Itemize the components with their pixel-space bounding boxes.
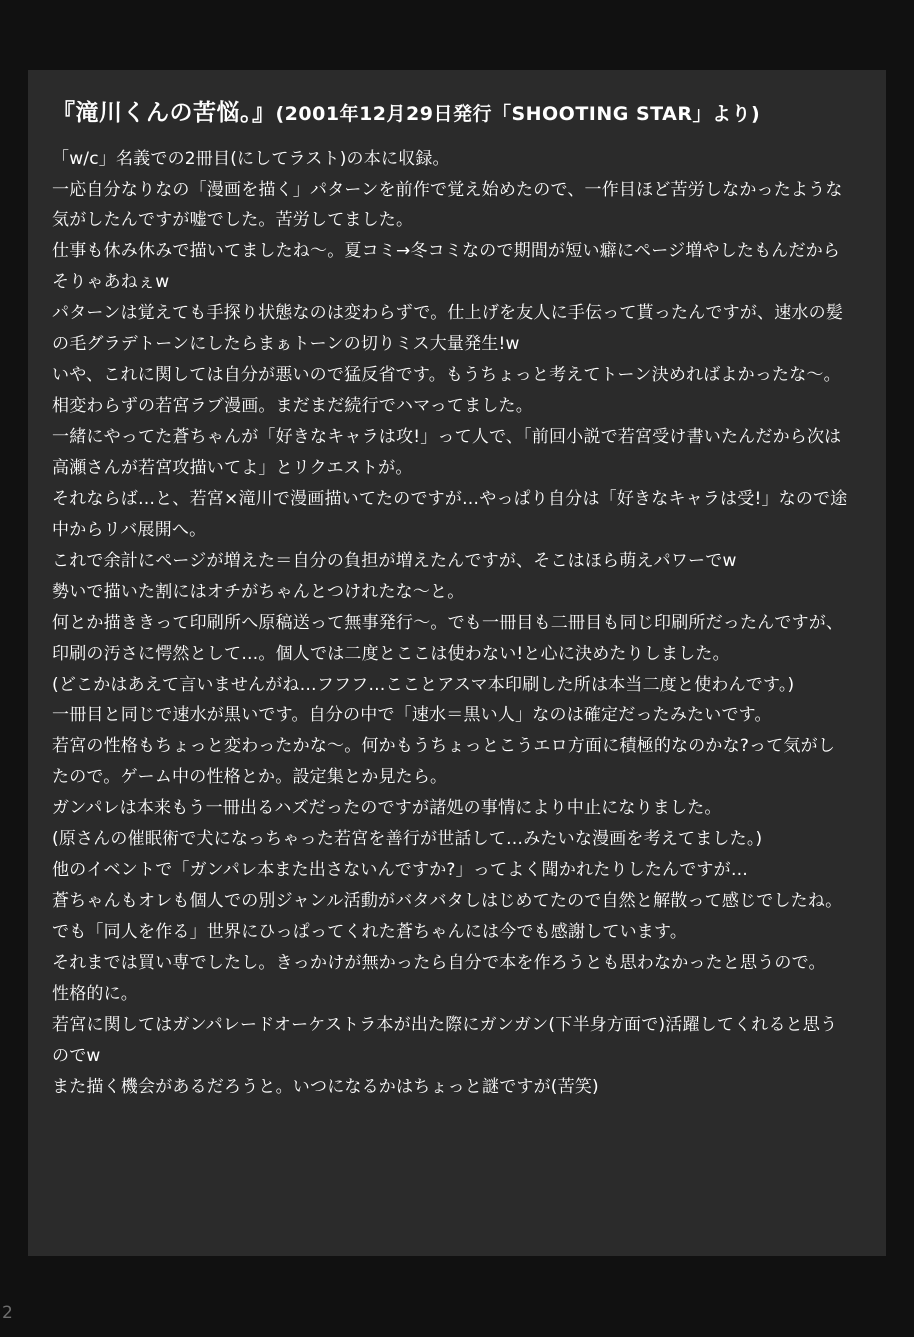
body-paragraph: 仕事も休み休みで描いてましたね～。夏コミ→冬コミなので期間が短い癖にページ増やしたもんだからそりゃあねぇw <box>52 241 841 293</box>
content-panel <box>28 70 886 1256</box>
body-paragraph: これで余計にページが増えた＝自分の負担が増えたんですが、そこはほら萌えパワーでw <box>52 550 737 571</box>
body-paragraph: 勢いで描いた割にはオチがちゃんとつけれたな～と。 <box>52 581 465 602</box>
body-paragraph: 蒼ちゃんもオレも個人での別ジャンル活動がバタバタしはじめてたので自然と解散って感じでしたね。 <box>52 891 843 912</box>
body-paragraph: パターンは覚えても手探り状態なのは変わらずで。仕上げを友人に手伝って貰ったんですが、速水の髪の毛グラデトーンにしたらまぁトーンの切りミス大量発生!w <box>52 303 844 355</box>
body-paragraph: 何とか描ききって印刷所へ原稿送って無事発行～。でも一冊目も二冊目も同じ印刷所だったんですが、印刷の汚さに愕然として…。個人では二度とここは使わない!と心に決めたりしました。 <box>52 612 844 664</box>
body-paragraph: 一緒にやってた蒼ちゃんが「好きなキャラは攻!」って人で、「前回小説で若宮受け書いたんだから次は高瀬さんが若宮攻描いてよ」とリクエストが。 <box>52 427 842 478</box>
body-paragraph: 若宮に関してはガンパレードオーケストラ本が出た際にガンガン(下半身方面で)活躍してくれると思うのでw <box>52 1014 838 1066</box>
body-paragraph: 相変わらずの若宮ラブ漫画。まだまだ続行でハマってました。 <box>52 396 533 417</box>
title-main-text: 『滝川くんの苦悩。』 <box>52 100 276 126</box>
afterword-body <box>52 144 852 1103</box>
body-paragraph: いや、これに関しては自分が悪いので猛反省です。もうちょっと考えてトーン決めればよかったな～。 <box>52 365 841 386</box>
body-paragraph: (原さんの催眠術で犬になっちゃった若宮を善行が世話して…みたいな漫画を考えてました。) <box>52 829 763 850</box>
body-paragraph: それならば…と、若宮×滝川で漫画描いてたのですが…やっぱり自分は「好きなキャラは受!」なので途中からリバ展開へ。 <box>52 488 848 540</box>
body-paragraph: また描く機会があるだろうと。いつになるかはちょっと謎ですが(苦笑) <box>52 1076 599 1097</box>
body-paragraph: 一応自分なりなの「漫画を描く」パターンを前作で覚え始めたので、一作目ほど苦労しなかったような気がしたんですが嘘でした。苦労してました。 <box>52 179 843 231</box>
body-paragraph: (どこかはあえて言いませんがね…フフフ…こことアスマ本印刷した所は本当二度と使わんです。) <box>52 674 795 695</box>
body-paragraph: 若宮の性格もちょっと変わったかな～。何かもうちょっとこうエロ方面に積極的なのかな?って気がしたので。ゲーム中の性格とか。設定集とか見たら。 <box>52 736 836 788</box>
body-paragraph: ガンパレは本来もう一冊出るハズだったのですが諸処の事情により中止になりました。 <box>52 798 722 819</box>
page-title <box>52 100 852 128</box>
body-paragraph: それまでは買い専でしたし。きっかけが無かったら自分で本を作ろうとも思わなかったと思うので。 <box>52 952 826 973</box>
body-paragraph: でも「同人を作る」世界にひっぱってくれた蒼ちゃんには今でも感謝しています。 <box>52 922 688 943</box>
body-paragraph: 他のイベントで「ガンパレ本また出さないんですか?」ってよく聞かれたりしたんですが… <box>52 860 749 881</box>
title-sub-text: (2001年12月29日発行「SHOOTING STAR」より) <box>275 103 761 125</box>
page-number: 2 <box>2 1303 13 1323</box>
body-paragraph: 「w/c」名義での2冊目(にしてラスト)の本に収録。 <box>52 148 450 169</box>
body-paragraph: 一冊目と同じで速水が黒いです。自分の中で「速水＝黒い人」なのは確定だったみたいです。 <box>52 705 772 726</box>
body-paragraph: 性格的に。 <box>52 983 138 1004</box>
